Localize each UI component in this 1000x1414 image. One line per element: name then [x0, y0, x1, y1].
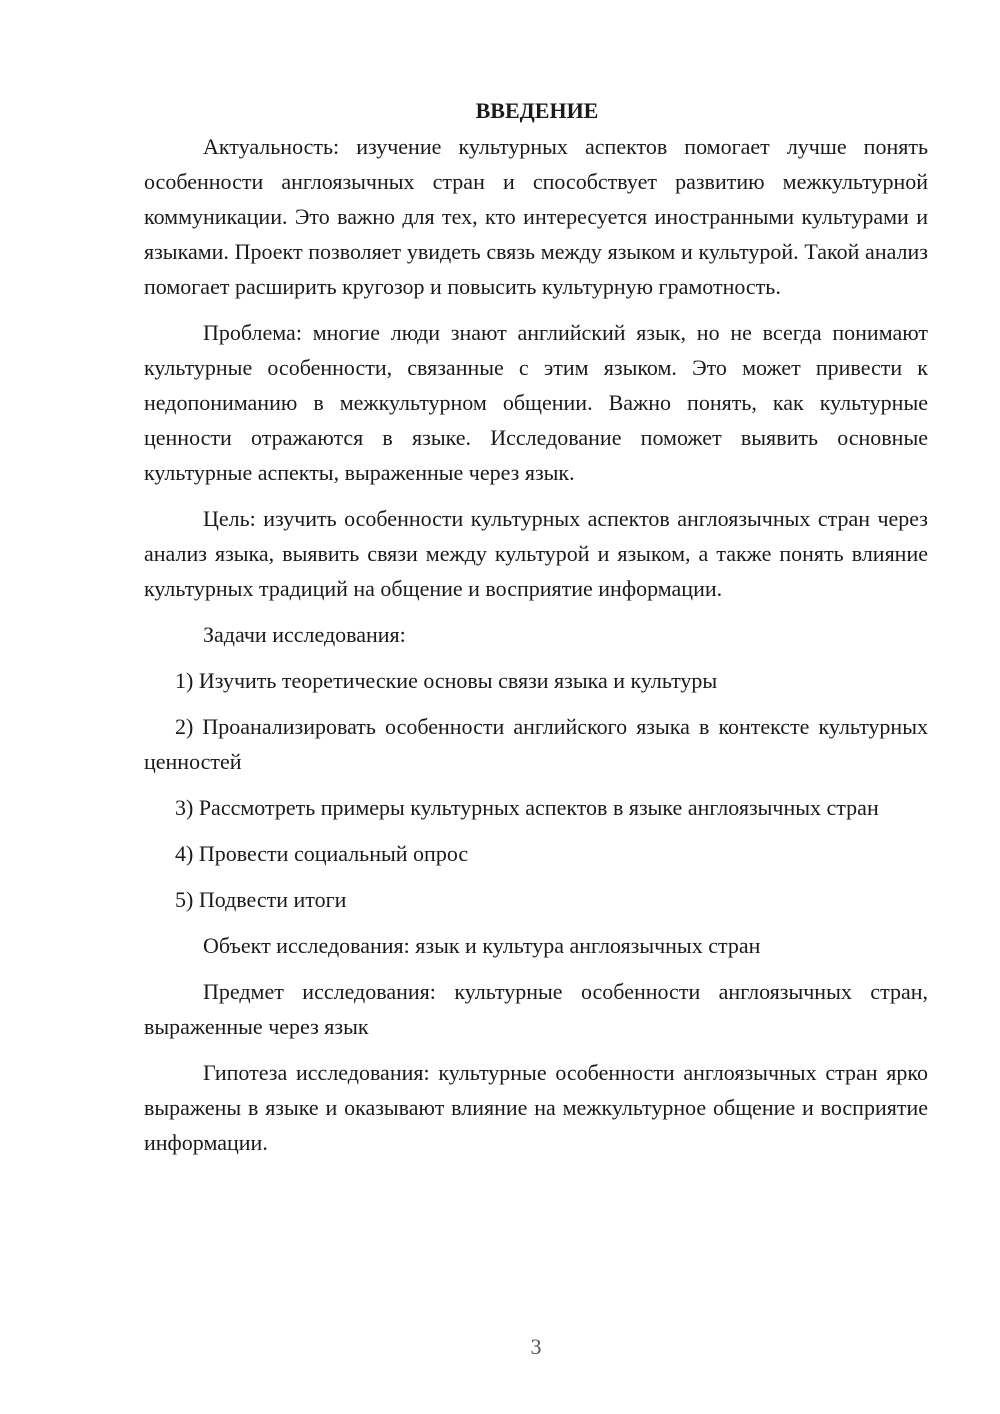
tasks-heading: Задачи исследования: — [203, 622, 406, 647]
page-number: 3 — [530, 1334, 542, 1359]
task-item: 5) Подвести итоги — [175, 887, 347, 912]
hypothesis-paragraph: Гипотеза исследования: культурные особенности англоязычных стран ярко выражены в языке и оказывают влияние на межкультурное общение и восприятие информации. — [144, 1060, 928, 1155]
section-title: ВВЕДЕНИЕ — [475, 98, 599, 123]
task-item: 1) Изучить теоретические основы связи языка и культуры — [175, 668, 718, 693]
task-item: 3) Рассмотреть примеры культурных аспектов в языке англоязычных стран — [175, 795, 879, 820]
goal-paragraph: Цель: изучить особенности культурных аспектов англоязычных стран через анализ языка, выявить связи между культурой и языком, а также понять влияние культурных традиций на общение и восприятие информации. — [144, 506, 928, 601]
object-paragraph: Объект исследования: язык и культура англоязычных стран — [203, 933, 761, 958]
problem-paragraph: Проблема: многие люди знают английский язык, но не всегда понимают культурные особенности, связанные с этим языком. Это может привести к недопониманию в межкультурном общении. Важно понять, как культурные ценности отражаются в языке. Исследование поможет выявить основные культурные аспекты, выраженные через язык. — [144, 320, 928, 485]
task-item: 4) Провести социальный опрос — [175, 841, 469, 866]
task-item: 2) Проанализировать особенности английского языка в контексте культурных ценностей — [144, 714, 928, 774]
relevance-paragraph: Актуальность: изучение культурных аспектов помогает лучше понять особенности англоязычных стран и способствует развитию межкультурной коммуникации. Это важно для тех, кто интересуется иностранными культурами и языками. Проект позволяет увидеть связь между языком и культурой. Такой анализ помогает расширить кругозор и повысить культурную грамотность. — [144, 134, 928, 299]
subject-paragraph: Предмет исследования: культурные особенности англоязычных стран, выраженные через язык — [144, 979, 928, 1039]
document-page — [144, 93, 928, 1171]
